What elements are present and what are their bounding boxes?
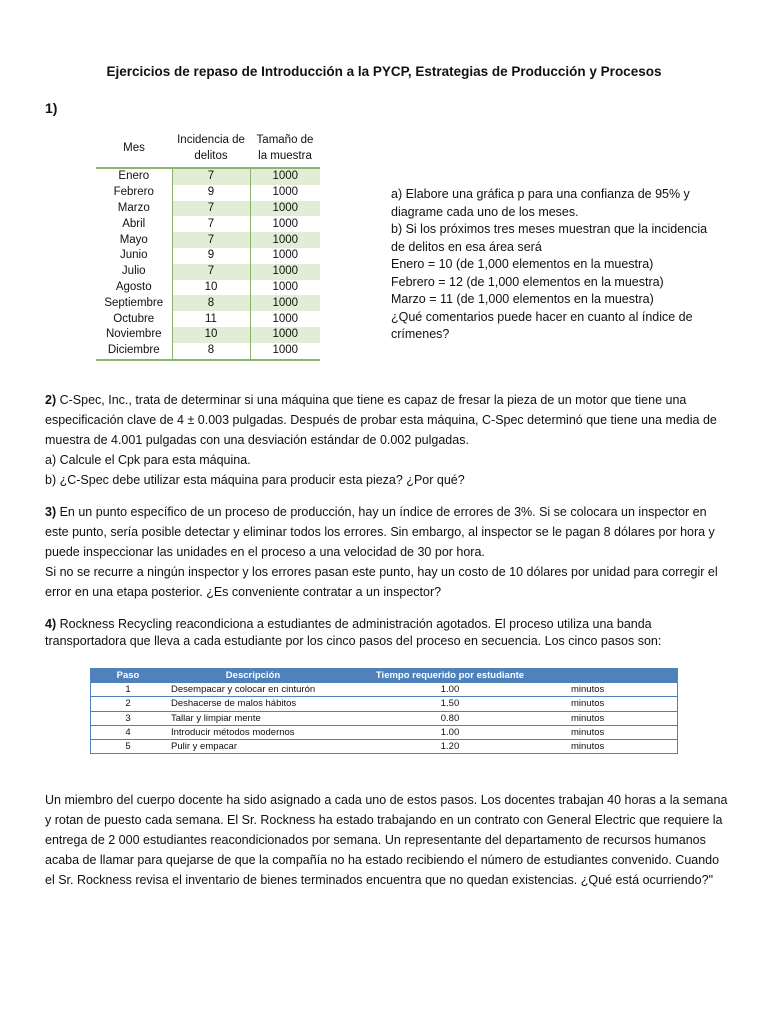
- cell-tamano: 1000: [250, 264, 320, 280]
- problem-4-text: Rockness Recycling reacondiciona a estudiantes de administración agotados. El proceso utiliza una banda transportadora que lleva a cada estudiante por los cinco pasos del proceso en secuencia. Los cinco pasos son:: [45, 617, 662, 648]
- cell-incidencia: 7: [172, 232, 250, 248]
- cell-mes: Marzo: [117, 201, 150, 214]
- cell-tamano: 1000: [250, 280, 320, 296]
- header-mes: Mes: [96, 132, 172, 168]
- question-line: diagrame cada uno de los meses.: [391, 204, 579, 219]
- table-row: [96, 264, 320, 280]
- cell-tamano: 1000: [250, 201, 320, 217]
- problem-2-text: C-Spec, Inc., trata de determinar si una máquina que tiene es capaz de fresar la pieza de un motor que tiene una especificación clave de 4 ± 0.003 pulgadas. Después de probar esta máquina, C-Spec determinó que tiene una media de muestra de 4.001 pulgadas con una desviación estándar de 0.002 pulgadas.: [45, 393, 717, 447]
- cell-paso: 3: [91, 711, 166, 725]
- table-row: [96, 295, 320, 311]
- cell-mes: Septiembre: [104, 296, 164, 309]
- table-row: [96, 343, 320, 360]
- cell-tiempo: 1.50: [341, 697, 559, 711]
- cell-mes: Agosto: [115, 280, 152, 293]
- cell-tamano: 1000: [250, 343, 320, 360]
- question-line: Febrero = 12 (de 1,000 elementos en la muestra): [391, 274, 664, 289]
- cell-paso: 2: [91, 697, 166, 711]
- cell-tamano: 1000: [250, 295, 320, 311]
- problem-1-questions: [391, 186, 721, 344]
- cell-incidencia: 10: [172, 280, 250, 296]
- cell-incidencia: 7: [172, 264, 250, 280]
- cell-paso: 1: [91, 683, 166, 697]
- cell-descripcion: Desempacar y colocar en cinturón: [165, 683, 341, 697]
- cell-descripcion: Tallar y limpiar mente: [165, 711, 341, 725]
- cell-tamano: 1000: [250, 232, 320, 248]
- cell-mes: Noviembre: [105, 328, 162, 341]
- cell-tamano: 1000: [250, 185, 320, 201]
- cell-paso: 4: [91, 725, 166, 739]
- header-paso: Paso: [91, 669, 166, 683]
- cell-tamano: 1000: [250, 311, 320, 327]
- cell-tiempo: 1.20: [341, 740, 559, 754]
- table-row: [96, 168, 320, 185]
- cell-incidencia: 8: [172, 343, 250, 360]
- page-title: Ejercicios de repaso de Introducción a la PYCP, Estrategias de Producción y Procesos: [106, 64, 662, 79]
- cell-incidencia: 7: [172, 201, 250, 217]
- problem-4: [45, 616, 730, 650]
- cell-descripcion: Deshacerse de malos hábitos: [165, 697, 341, 711]
- table-row: [96, 327, 320, 343]
- cell-tiempo: 1.00: [341, 725, 559, 739]
- cell-mes: Octubre: [113, 312, 155, 325]
- header-unidad: [559, 669, 678, 683]
- cell-incidencia: 11: [172, 311, 250, 327]
- cell-incidencia: 9: [172, 185, 250, 201]
- table-row: [96, 248, 320, 264]
- cell-tiempo: 0.80: [341, 711, 559, 725]
- crime-incidence-table: [96, 132, 320, 361]
- cell-unidad: minutos: [559, 740, 678, 754]
- table-row: [96, 311, 320, 327]
- table-row: [91, 711, 678, 725]
- cell-mes: Junio: [120, 249, 148, 262]
- cell-mes: Diciembre: [96, 343, 172, 360]
- cell-descripcion: Pulir y empacar: [165, 740, 341, 754]
- process-steps-table: [90, 668, 678, 754]
- question-line: crímenes?: [391, 327, 450, 341]
- header-tamano: Tamaño de la muestra: [250, 132, 320, 168]
- cell-paso: 5: [91, 740, 166, 754]
- question-line: ¿Qué comentarios puede hacer en cuanto al índice de: [391, 309, 693, 324]
- problem-2-label: 2): [45, 393, 57, 407]
- problem-3-text: En un punto específico de un proceso de producción, hay un índice de errores de 3%. Si se colocara un inspector en este punto, sería posible detectar y eliminar todos los errores. Sin embargo, al inspector se le pagan 8 dólares por hora y puede inspeccionar las unidades en el proceso a una velocidad de 30 por hora.: [45, 505, 715, 559]
- table-row: [96, 216, 320, 232]
- cell-mes: Enero: [118, 170, 150, 183]
- cell-tiempo: 1.00: [341, 683, 559, 697]
- cell-incidencia: 8: [172, 295, 250, 311]
- cell-incidencia: 10: [172, 327, 250, 343]
- table-row: [96, 232, 320, 248]
- question-line: de delitos en esa área será: [391, 239, 542, 254]
- cell-incidencia: 7: [172, 216, 250, 232]
- cell-descripcion: Introducir métodos modernos: [165, 725, 341, 739]
- table-row: [91, 697, 678, 711]
- header-descripcion: Descripción: [165, 669, 341, 683]
- cell-tamano: 1000: [250, 248, 320, 264]
- cell-unidad: minutos: [559, 697, 678, 711]
- question-line: Enero = 10 (de 1,000 elementos en la muestra): [391, 257, 654, 271]
- problem-2-question-b: b) ¿C-Spec debe utilizar esta máquina para producir esta pieza? ¿Por qué?: [45, 473, 465, 487]
- table-row: [96, 185, 320, 201]
- cell-tamano: 1000: [250, 216, 320, 232]
- cell-mes: Abril: [122, 217, 146, 230]
- cell-unidad: minutos: [559, 711, 678, 725]
- header-tiempo: Tiempo requerido por estudiante: [341, 669, 559, 683]
- cell-incidencia: 7: [172, 168, 250, 185]
- problem-4-label: 4): [45, 617, 57, 631]
- cell-tamano: 1000: [250, 327, 320, 343]
- table-row: [91, 740, 678, 754]
- cell-mes: Julio: [121, 265, 146, 278]
- problem-4-closing: Un miembro del cuerpo docente ha sido asignado a cada uno de estos pasos. Los docentes trabajan 40 horas a la semana y rotan de puesto cada semana. El Sr. Rockness ha estado trabajando en un contrato con General Electric que requiere la entrega de 2 000 estudiantes reacondicionados por semana. Un representante del departamento de recursos humanos acaba de llamar para quejarse de que la compañía no ha estado recibiendo el número de estudiantes convenido. Cuando el Sr. Rockness revisa el inventario de bienes terminados encuentra que no quedan existencias. ¿Qué está ocurriendo?": [45, 793, 728, 887]
- cell-mes: Mayo: [119, 233, 148, 246]
- cell-incidencia: 9: [172, 248, 250, 264]
- table-row: [91, 725, 678, 739]
- question-line: Marzo = 11 (de 1,000 elementos en la muestra): [391, 292, 654, 306]
- problem-3-label: 3): [45, 505, 57, 519]
- header-incidencia: Incidencia de delitos: [172, 132, 250, 168]
- cell-mes: Febrero: [113, 186, 154, 199]
- table-row: [96, 280, 320, 296]
- question-line: b) Si los próximos tres meses muestran que la incidencia: [391, 222, 708, 236]
- question-line: a) Elabore una gráfica p para una confianza de 95% y: [391, 187, 690, 201]
- cell-tamano: 1000: [250, 168, 320, 185]
- problem-1-label: 1): [45, 100, 58, 116]
- cell-unidad: minutos: [559, 725, 678, 739]
- problem-3: [45, 502, 730, 602]
- problem-2-question-a: a) Calcule el Cpk para esta máquina.: [45, 453, 251, 467]
- cell-unidad: minutos: [559, 683, 678, 697]
- table-row: [96, 201, 320, 217]
- table-row: [91, 683, 678, 697]
- problem-2: [45, 390, 730, 490]
- problem-3-text-2: Si no se recurre a ningún inspector y los errores pasan este punto, hay un costo de 10 dólares por unidad para corregir el error en una etapa posterior. ¿Es conveniente contratar a un inspector?: [45, 565, 718, 599]
